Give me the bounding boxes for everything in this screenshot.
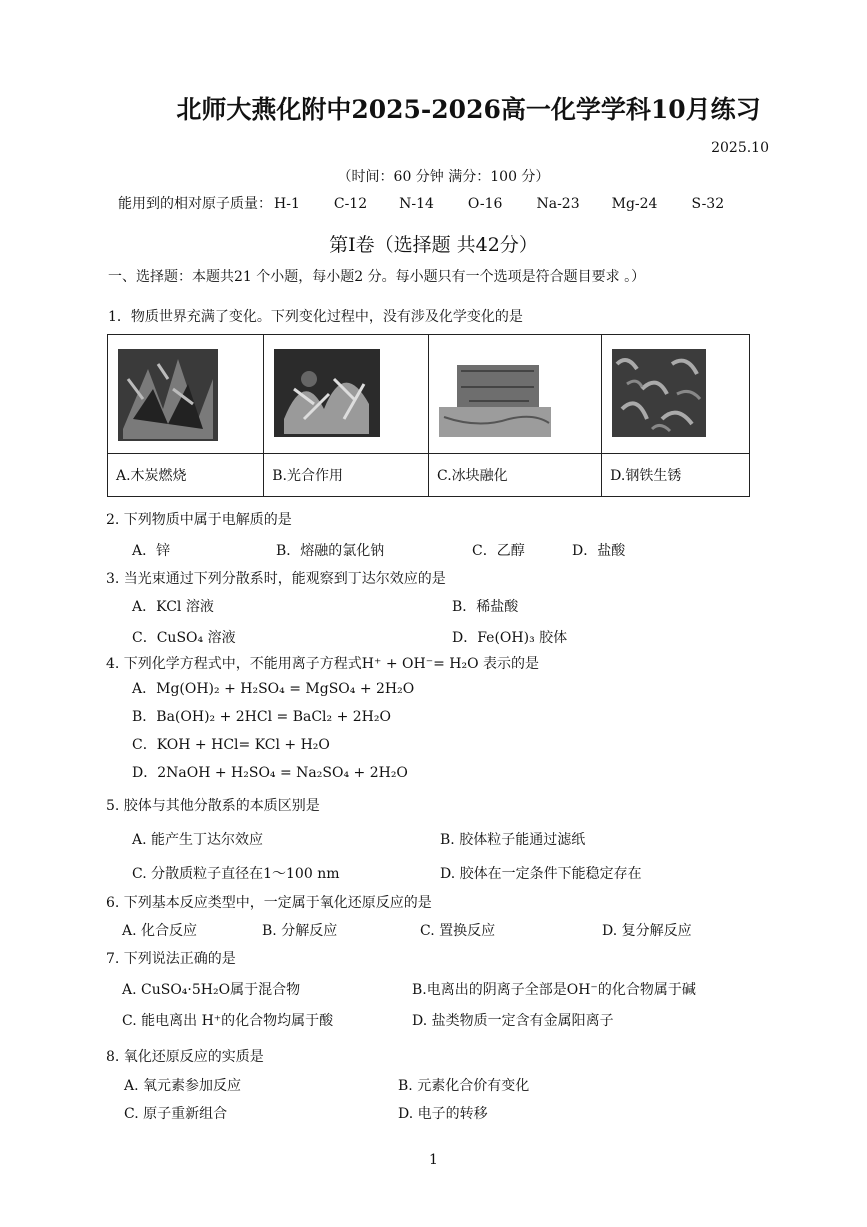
option-1c: C.冰块融化 <box>428 454 601 497</box>
mass-s: S-32 <box>691 196 725 212</box>
mass-c: C-12 <box>333 196 368 212</box>
option-2d: D．盐酸 <box>572 543 626 559</box>
atomic-masses-label: 能用到的相对原子质量： <box>118 196 272 212</box>
exam-date: 2025.10 <box>711 140 769 156</box>
option-4a: A．Mg(OH)₂ + H₂SO₄ = MgSO₄ + 2H₂O <box>132 681 415 697</box>
page-title: 北师大燕化附中2025-2026高一化学学科10月练习 <box>176 95 761 124</box>
mass-mg: Mg-24 <box>611 196 658 212</box>
atomic-masses <box>118 193 746 213</box>
option-2b: B．熔融的氯化钠 <box>276 543 385 559</box>
mass-o: O-16 <box>467 196 503 212</box>
option-7d: D. 盐类物质一定含有金属阳离子 <box>412 1013 614 1029</box>
option-8a: A. 氧元素参加反应 <box>124 1078 242 1094</box>
option-8c: C. 原子重新组合 <box>124 1106 228 1122</box>
image-cell-b <box>264 335 429 454</box>
question-1-stem: 1．物质世界充满了变化。下列变化过程中，没有涉及化学变化的是 <box>108 309 523 325</box>
option-5c: C. 分散质粒子直径在1～100 nm <box>132 866 340 882</box>
ice-melting-image <box>439 357 551 437</box>
option-4c: C．KOH + HCl= KCl + H₂O <box>132 737 330 753</box>
option-6c: C. 置换反应 <box>420 923 496 939</box>
question-6-stem: 6. 下列基本反应类型中，一定属于氧化还原反应的是 <box>106 895 432 911</box>
option-1a: A.木炭燃烧 <box>108 454 264 497</box>
mass-h: H-1 <box>274 196 300 212</box>
image-cell-a <box>108 335 264 454</box>
option-3c: C．CuSO₄ 溶液 <box>132 630 236 646</box>
section-title: 第Ⅰ卷（选择题 共42分） <box>329 234 538 256</box>
question-7-stem: 7. 下列说法正确的是 <box>106 951 236 967</box>
question-1-image-table <box>107 334 750 497</box>
option-5a: A. 能产生丁达尔效应 <box>132 832 264 848</box>
option-6a: A. 化合反应 <box>122 923 198 939</box>
option-6b: B. 分解反应 <box>262 923 338 939</box>
photosynthesis-image <box>274 349 380 437</box>
option-7a: A. CuSO₄·5H₂O属于混合物 <box>122 982 301 998</box>
question-2-stem: 2. 下列物质中属于电解质的是 <box>106 512 292 528</box>
mass-n: N-14 <box>399 196 434 212</box>
option-8b: B. 元素化合价有变化 <box>398 1078 530 1094</box>
page-number: 1 <box>429 1152 438 1168</box>
image-cell-c <box>428 335 601 454</box>
question-3-stem: 3. 当光束通过下列分散系时，能观察到丁达尔效应的是 <box>106 571 446 587</box>
option-4b: B．Ba(OH)₂ + 2HCl = BaCl₂ + 2H₂O <box>132 709 391 725</box>
option-7c: C. 能电离出 H⁺的化合物均属于酸 <box>122 1013 334 1029</box>
option-1b: B.光合作用 <box>264 454 429 497</box>
option-2a: A．锌 <box>132 543 171 559</box>
option-3d: D．Fe(OH)₃ 胶体 <box>452 630 568 646</box>
question-4-stem: 4. 下列化学方程式中，不能用离子方程式H⁺ + OH⁻= H₂O 表示的是 <box>106 656 540 672</box>
question-5-stem: 5. 胶体与其他分散系的本质区别是 <box>106 798 320 814</box>
option-5d: D. 胶体在一定条件下能稳定存在 <box>440 866 642 882</box>
section-instructions: 一、选择题：本题共21 个小题，每小题2 分。每小题只有一个选项是符合题目要求 。） <box>108 269 646 285</box>
steel-rusting-image <box>612 349 706 437</box>
option-7b: B.电离出的阴离子全部是OH⁻的化合物属于碱 <box>412 982 696 998</box>
option-8d: D. 电子的转移 <box>398 1106 488 1122</box>
option-3a: A．KCl 溶液 <box>132 599 214 615</box>
time-score-info: （时间：60 分钟 满分：100 分） <box>337 169 550 185</box>
mass-na: Na-23 <box>536 196 580 212</box>
option-2c: C．乙醇 <box>472 543 525 559</box>
option-1d: D.钢铁生锈 <box>602 454 750 497</box>
option-5b: B. 胶体粒子能通过滤纸 <box>440 832 586 848</box>
question-8-stem: 8. 氧化还原反应的实质是 <box>106 1049 264 1065</box>
option-4d: D．2NaOH + H₂SO₄ = Na₂SO₄ + 2H₂O <box>132 765 408 781</box>
option-6d: D. 复分解反应 <box>602 923 692 939</box>
charcoal-burning-image <box>118 349 218 441</box>
image-cell-d <box>602 335 750 454</box>
option-3b: B．稀盐酸 <box>452 599 519 615</box>
